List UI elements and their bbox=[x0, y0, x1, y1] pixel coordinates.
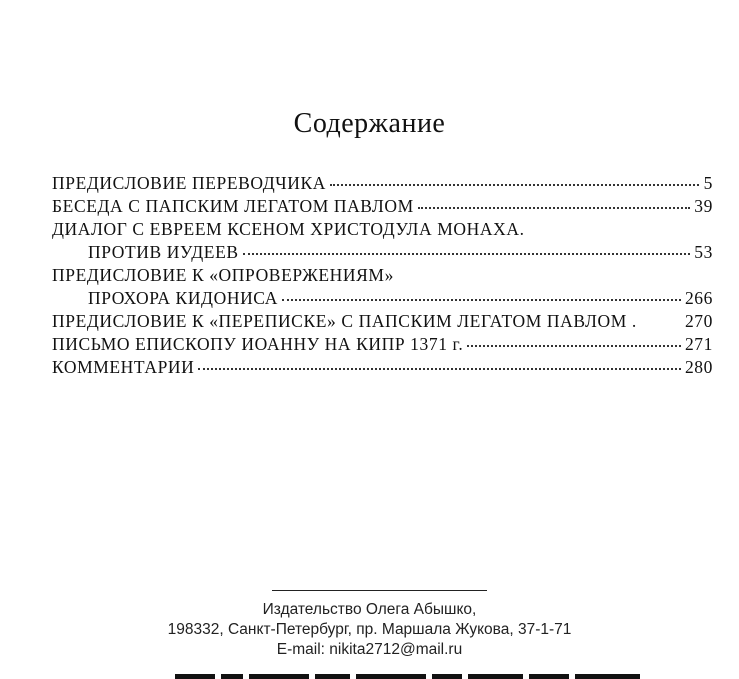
toc-entry bbox=[52, 195, 713, 218]
toc-entry bbox=[52, 333, 713, 356]
toc-entry-title: ПРЕДИСЛОВИЕ К «ОПРОВЕРЖЕНИЯМ» bbox=[52, 265, 394, 285]
toc-entry-page: 39 bbox=[694, 196, 713, 216]
toc-entry-page: 53 bbox=[694, 242, 713, 262]
toc-entry-title: БЕСЕДА С ПАПСКИМ ЛЕГАТОМ ПАВЛОМ bbox=[52, 196, 414, 216]
toc-entry-title: ПРЕДИСЛОВИЕ К «ПЕРЕПИСКЕ» С ПАПСКИМ ЛЕГАТОМ ПАВЛОМ . bbox=[52, 311, 637, 331]
toc-entry bbox=[52, 172, 713, 195]
toc-entry bbox=[52, 287, 713, 310]
toc-entry-page: 270 bbox=[684, 311, 713, 331]
toc-entry-page: 280 bbox=[684, 357, 713, 377]
toc-entry bbox=[52, 218, 713, 241]
toc-leader-dots bbox=[282, 298, 681, 301]
toc-leader-dots bbox=[418, 206, 691, 209]
toc-leader-dots bbox=[198, 367, 681, 370]
toc-entry-title: ПРОХОРА КИДОНИСА bbox=[88, 288, 278, 308]
divider bbox=[272, 590, 487, 591]
table-of-contents bbox=[52, 172, 713, 379]
cropped-text-line bbox=[175, 670, 695, 679]
toc-entry bbox=[52, 241, 713, 264]
toc-entry bbox=[52, 264, 713, 287]
toc-entry-page: 271 bbox=[684, 334, 713, 354]
page-title: Содержание bbox=[293, 108, 446, 139]
toc-entry-title: ПИСЬМО ЕПИСКОПУ ИОАННУ НА КИПР 1371 г. bbox=[52, 334, 464, 354]
imprint-email: E-mail: nikita2712@mail.ru bbox=[276, 641, 463, 658]
toc-leader-dots bbox=[467, 344, 681, 347]
imprint-address: 198332, Санкт-Петербург, пр. Маршала Жукова, 37-1-71 bbox=[167, 621, 572, 638]
toc-entry-title: ДИАЛОГ С ЕВРЕЕМ КСЕНОМ ХРИСТОДУЛА МОНАХА. bbox=[52, 219, 525, 239]
imprint bbox=[0, 600, 739, 660]
toc-entry bbox=[52, 310, 713, 333]
toc-leader-dots bbox=[243, 252, 691, 255]
toc-entry bbox=[52, 356, 713, 379]
toc-entry-page: 5 bbox=[703, 173, 713, 193]
toc-entry-title: КОММЕНТАРИИ bbox=[52, 357, 195, 377]
toc-leader-dots bbox=[330, 183, 699, 186]
toc-leader-dots bbox=[641, 323, 681, 324]
imprint-publisher: Издательство Олега Абышко, bbox=[262, 601, 477, 618]
toc-entry-page: 266 bbox=[684, 288, 713, 308]
toc-entry-title: ПРОТИВ ИУДЕЕВ bbox=[88, 242, 239, 262]
toc-entry-title: ПРЕДИСЛОВИЕ ПЕРЕВОДЧИКА bbox=[52, 173, 327, 193]
